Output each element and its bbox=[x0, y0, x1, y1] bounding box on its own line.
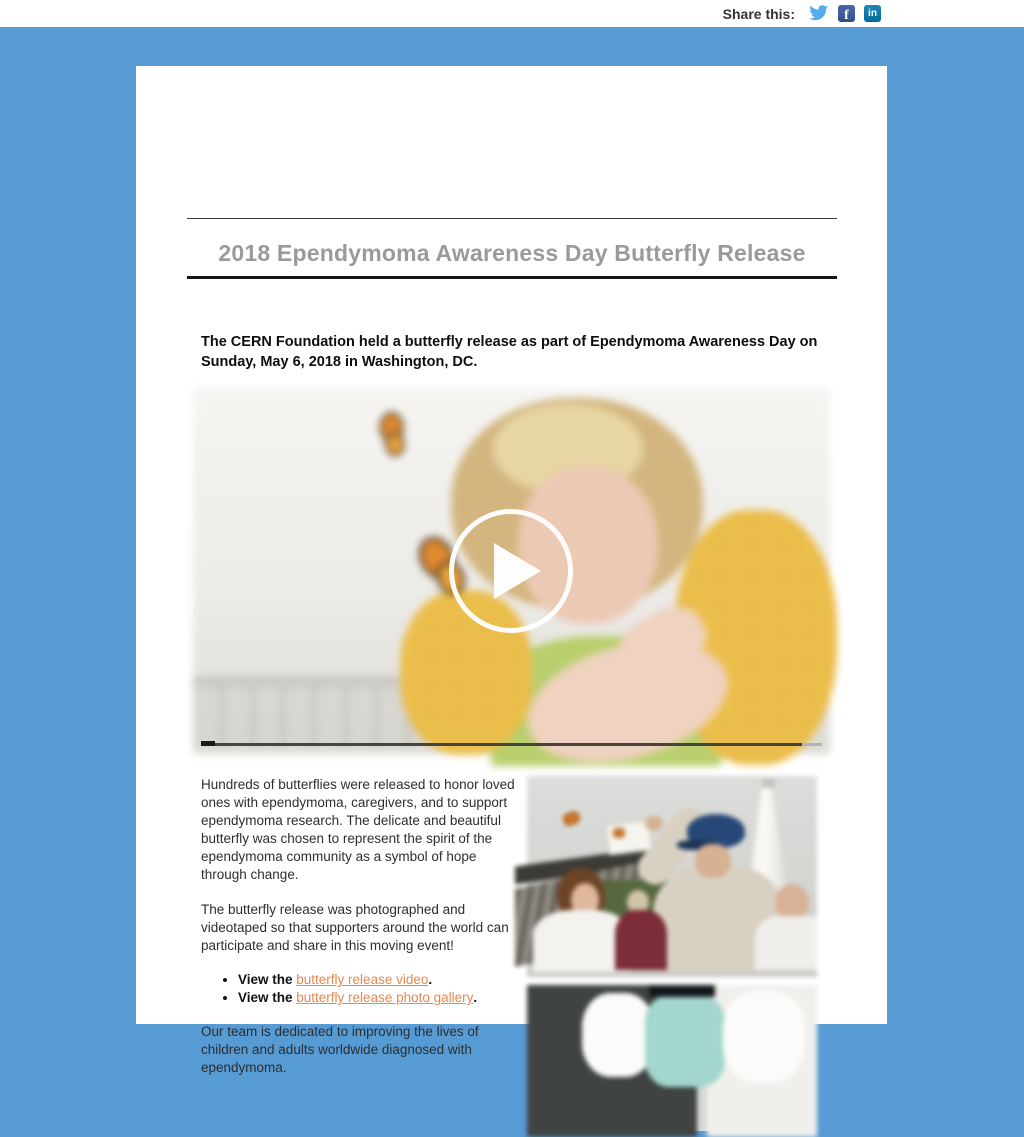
butterfly-release-video-thumbnail[interactable] bbox=[201, 396, 822, 746]
link-list bbox=[201, 971, 523, 1007]
share-bar bbox=[0, 0, 1024, 27]
intro-paragraph: The CERN Foundation held a butterfly release as part of Ependymoma Awareness Day on Sunday, May 6, 2018 in Washington, DC. bbox=[201, 334, 818, 370]
paragraph: Hundreds of butterflies were released to honor loved ones with ependymoma, caregivers, and to support ependymoma research. The delicate and beautiful butterfly was chosen to represent the spirit of the ependymoma community as a symbol of hope through change. bbox=[201, 777, 515, 882]
share-label: Share this: bbox=[722, 5, 795, 22]
linkedin-glyph: in bbox=[868, 8, 877, 19]
list-item: • View the butterfly release photo gallery. bbox=[238, 989, 523, 1007]
play-icon[interactable] bbox=[449, 509, 573, 633]
newsletter-card bbox=[136, 66, 887, 1075]
butterfly-release-photo-gallery-link[interactable]: butterfly release photo gallery bbox=[296, 990, 474, 1005]
facebook-glyph: f bbox=[844, 8, 849, 23]
facebook-icon[interactable] bbox=[838, 5, 855, 22]
butterfly-release-photo-1 bbox=[533, 782, 811, 971]
butterfly-release-video-link[interactable]: butterfly release video bbox=[296, 972, 429, 987]
paragraph: The butterfly release was photographed and videotaped so that supporters around the world can participate and share in this moving event! bbox=[201, 902, 509, 953]
photo-column bbox=[533, 776, 811, 1131]
list-item: • View the butterfly release video. bbox=[238, 971, 523, 989]
twitter-icon[interactable] bbox=[808, 5, 829, 22]
page-title: 2018 Ependymoma Awareness Day Butterfly Release bbox=[218, 240, 806, 266]
body-columns bbox=[201, 776, 822, 1131]
body-text-column bbox=[201, 776, 523, 1131]
title-block bbox=[187, 218, 837, 279]
article-content bbox=[136, 333, 887, 1131]
butterfly-release-photo-2 bbox=[533, 991, 811, 1131]
closing-paragraph: Our team is dedicated to improving the lives of children and adults worldwide diagnosed with ependymoma. bbox=[201, 1024, 479, 1075]
video-progress-bar[interactable] bbox=[201, 743, 822, 746]
linkedin-icon[interactable] bbox=[864, 5, 881, 22]
butterfly-icon bbox=[613, 828, 625, 838]
header-spacer bbox=[136, 66, 887, 218]
